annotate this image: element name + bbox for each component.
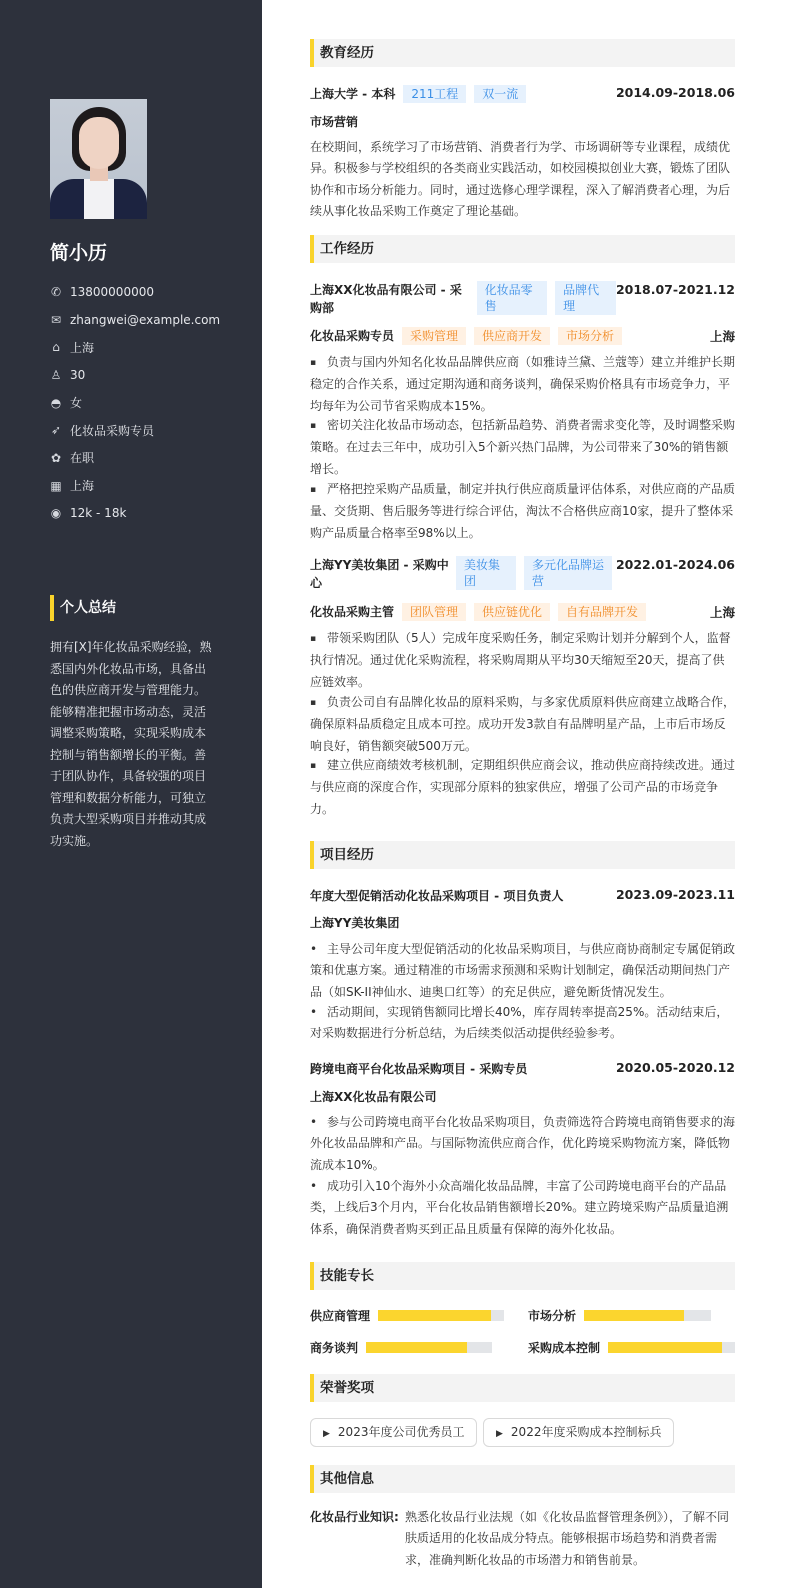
skill-bar-fill	[584, 1310, 684, 1321]
section-education-heading: 教育经历	[310, 39, 735, 67]
info-job: ➶ 化妆品采购专员	[50, 423, 155, 438]
company-tag: 化妆品零售	[477, 281, 548, 315]
job-icon: ➶	[50, 423, 62, 438]
project-name: 年度大型促销活动化妆品采购项目 - 项目负责人	[310, 889, 564, 903]
project-org: 上海XX化妆品有限公司	[310, 1090, 437, 1104]
skill-tag: 市场分析	[558, 327, 622, 345]
education-date: 2014.09-2018.06	[615, 85, 735, 100]
company-tag: 美妆集团	[456, 556, 516, 590]
avatar-photo	[50, 99, 147, 219]
project-bullet: • 主导公司年度大型促销活动的化妆品采购项目，与供应商协商制定专属促销政策和优惠方案。通过精准的市场需求预测和采购计划制定，确保活动期间热门产品（如SK-II神仙水、迪奥口红等）的充足供应，避免断货情况发生。	[310, 939, 735, 1003]
company-name: 上海XX化妆品有限公司 - 采购部	[310, 283, 462, 315]
info-status: ✿ 在职	[50, 450, 95, 466]
status-icon: ✿	[50, 450, 62, 465]
job-date: 2018.07-2021.12	[615, 282, 735, 297]
school-tag: 211工程	[403, 85, 466, 103]
triangle-icon: ▶	[323, 1429, 330, 1439]
job-bullet: ▪ 负责公司自有品牌化妆品的原料采购，与多家优质原料供应商建立战略合作，确保原料品质稳定且成本可控。成功开发3款自有品牌明星产品，上市后市场反响良好，销售额突破500万元。	[310, 692, 735, 757]
mail-icon: ✉	[50, 312, 62, 327]
info-age: ♙ 30	[50, 367, 86, 382]
phone-icon: ✆	[50, 284, 62, 299]
skill-bar-fill	[608, 1342, 722, 1353]
info-salary: ◉ 12k - 18k	[50, 506, 127, 521]
company-tag: 多元化品牌运营	[524, 556, 612, 590]
skill-tag: 采购管理	[402, 327, 466, 345]
job-location: 上海	[709, 329, 735, 344]
project-bullet: • 参与公司跨境电商平台化妆品采购项目，负责筛选符合跨境电商销售要求的海外化妆品品牌和产品。与国际物流供应商合作，优化跨境采购物流方案，降低物流成本10%。	[310, 1112, 735, 1176]
skill-bar	[378, 1310, 504, 1321]
city-icon: ▦	[50, 478, 62, 493]
section-awards-heading: 荣誉奖项	[310, 1374, 735, 1402]
skill-bar	[584, 1310, 711, 1321]
other-info-row	[310, 1507, 735, 1571]
job-location: 上海	[709, 605, 735, 620]
project-date: 2020.05-2020.12	[615, 1060, 735, 1075]
skill-tag: 供应链优化	[474, 603, 550, 621]
sidebar	[0, 0, 262, 1588]
skill-item: 供应商管理	[310, 1307, 504, 1324]
info-phone: ✆ 13800000000	[50, 284, 154, 299]
other-info-text: 熟悉化妆品行业法规（如《化妆品监督管理条例》），了解不同肤质适用的化妆品成分特点。能够根据市场趋势和消费者需求，准确判断化妆品的市场潜力和销售前景。	[405, 1510, 730, 1567]
summary-text: 拥有[X]年化妆品采购经验，熟悉国内外化妆品市场，具备出色的供应商开发与管理能力。能够精准把握市场动态，灵活调整采购策略，实现采购成本控制与销售额增长的平衡。善于团队协作，具备较强的项目管理和数据分析能力，可独立负责大型采购项目并推动其成功实施。	[50, 640, 212, 848]
job-bullet: ▪ 负责与国内外知名化妆品品牌供应商（如雅诗兰黛、兰蔻等）建立并维护长期稳定的合作关系，通过定期沟通和商务谈判，确保采购价格具有市场竞争力，平均每年为公司节省采购成本15%。	[310, 352, 735, 417]
project-org: 上海YY美妆集团	[310, 916, 400, 930]
gender-icon: ◓	[50, 395, 62, 410]
job-bullet: ▪ 密切关注化妆品市场动态，包括新品趋势、消费者需求变化等，及时调整采购策略。在过去三年中，成功引入5个新兴热门品牌，为公司带来了30%的销售额增长。	[310, 415, 735, 480]
skill-item: 商务谈判	[310, 1339, 492, 1356]
salary-icon: ◉	[50, 506, 62, 521]
education-description: 在校期间，系统学习了市场营销、消费者行为学、市场调研等专业课程，成绩优异。积极参与学校组织的各类商业实践活动，如校园模拟创业大赛，锻炼了团队协作和市场分析能力。同时，通过选修心理学课程，深入了解消费者心理，为后续从事化妆品采购工作奠定了理论基础。	[310, 140, 731, 218]
education-header-row	[310, 85, 735, 103]
skill-tag: 供应商开发	[474, 327, 550, 345]
skill-bar-fill	[366, 1342, 467, 1353]
school-tag: 双一流	[474, 85, 526, 103]
job-date: 2022.01-2024.06	[615, 557, 735, 572]
job-header-row	[310, 281, 735, 317]
other-info-label: 化妆品行业知识:	[310, 1510, 399, 1524]
job-role: 化妆品采购主管	[310, 605, 395, 619]
age-icon: ♙	[50, 367, 62, 382]
project-date: 2023.09-2023.11	[615, 887, 735, 902]
summary-heading: 个人总结	[50, 595, 116, 621]
award-item: ▶ 2023年度公司优秀员工	[310, 1418, 477, 1447]
company-tag: 品牌代理	[555, 281, 616, 315]
skill-bar-fill	[378, 1310, 491, 1321]
skill-tag: 自有品牌开发	[558, 603, 646, 621]
info-city: ▦ 上海	[50, 478, 95, 494]
info-hometown: ⌂ 上海	[50, 333, 220, 361]
company-name: 上海YY美妆集团 - 采购中心	[310, 558, 449, 590]
job-bullet: ▪ 带领采购团队（5人）完成年度采购任务，制定采购计划并分解到个人，监督执行情况。通过优化采购流程，将采购周期从平均30天缩短至20天，提高了供应链效率。	[310, 628, 735, 693]
section-work-heading: 工作经历	[310, 235, 735, 263]
job-role: 化妆品采购专员	[310, 329, 395, 343]
job-bullet: ▪ 严格把控采购产品质量，制定并执行供应商质量评估体系，对供应商的产品质量、交货期、售后服务等进行综合评估，淘汰不合格供应商10家，提升了整体采购产品质量合格率至98%以上。	[310, 479, 735, 544]
contact-info-list	[50, 278, 220, 527]
section-other-heading: 其他信息	[310, 1465, 735, 1493]
project-header-row	[310, 887, 735, 904]
skill-item: 市场分析	[528, 1307, 711, 1324]
project-header-row	[310, 1060, 735, 1077]
skill-tag: 团队管理	[402, 603, 466, 621]
job-bullet: ▪ 建立供应商绩效考核机制，定期组织供应商会议，推动供应商持续改进。通过与供应商的深度合作，实现部分原料的独家供应，增强了公司产品的市场竞争力。	[310, 755, 735, 820]
skill-bar	[366, 1342, 492, 1353]
major: 市场营销	[310, 115, 359, 129]
home-icon: ⌂	[52, 340, 60, 355]
job-header-row	[310, 556, 735, 592]
job-role-row	[310, 603, 735, 621]
award-item: ▶ 2022年度采购成本控制标兵	[483, 1418, 674, 1447]
info-email: ✉ zhangwei@example.com	[50, 312, 221, 327]
info-gender: ◓ 女	[50, 395, 83, 411]
candidate-name: 简小历	[50, 242, 108, 264]
project-bullet: • 活动期间，实现销售额同比增长40%，库存周转率提高25%。活动结束后，对采购数据进行分析总结，为后续类似活动提供经验参考。	[310, 1002, 735, 1045]
school-name: 上海大学 - 本科	[310, 87, 396, 101]
section-projects-heading: 项目经历	[310, 841, 735, 869]
project-bullet: • 成功引入10个海外小众高端化妆品品牌，丰富了公司跨境电商平台的产品品类，上线后3个月内，平台化妆品销售额增长20%。建立跨境采购产品质量追溯体系，确保消费者购买到正品且质量有保障的海外化妆品。	[310, 1176, 735, 1240]
skill-bar	[608, 1342, 735, 1353]
project-name: 跨境电商平台化妆品采购项目 - 采购专员	[310, 1062, 528, 1076]
triangle-icon: ▶	[496, 1429, 503, 1439]
section-skills-heading: 技能专长	[310, 1262, 735, 1290]
job-role-row	[310, 327, 735, 345]
skill-item: 采购成本控制	[528, 1339, 735, 1356]
